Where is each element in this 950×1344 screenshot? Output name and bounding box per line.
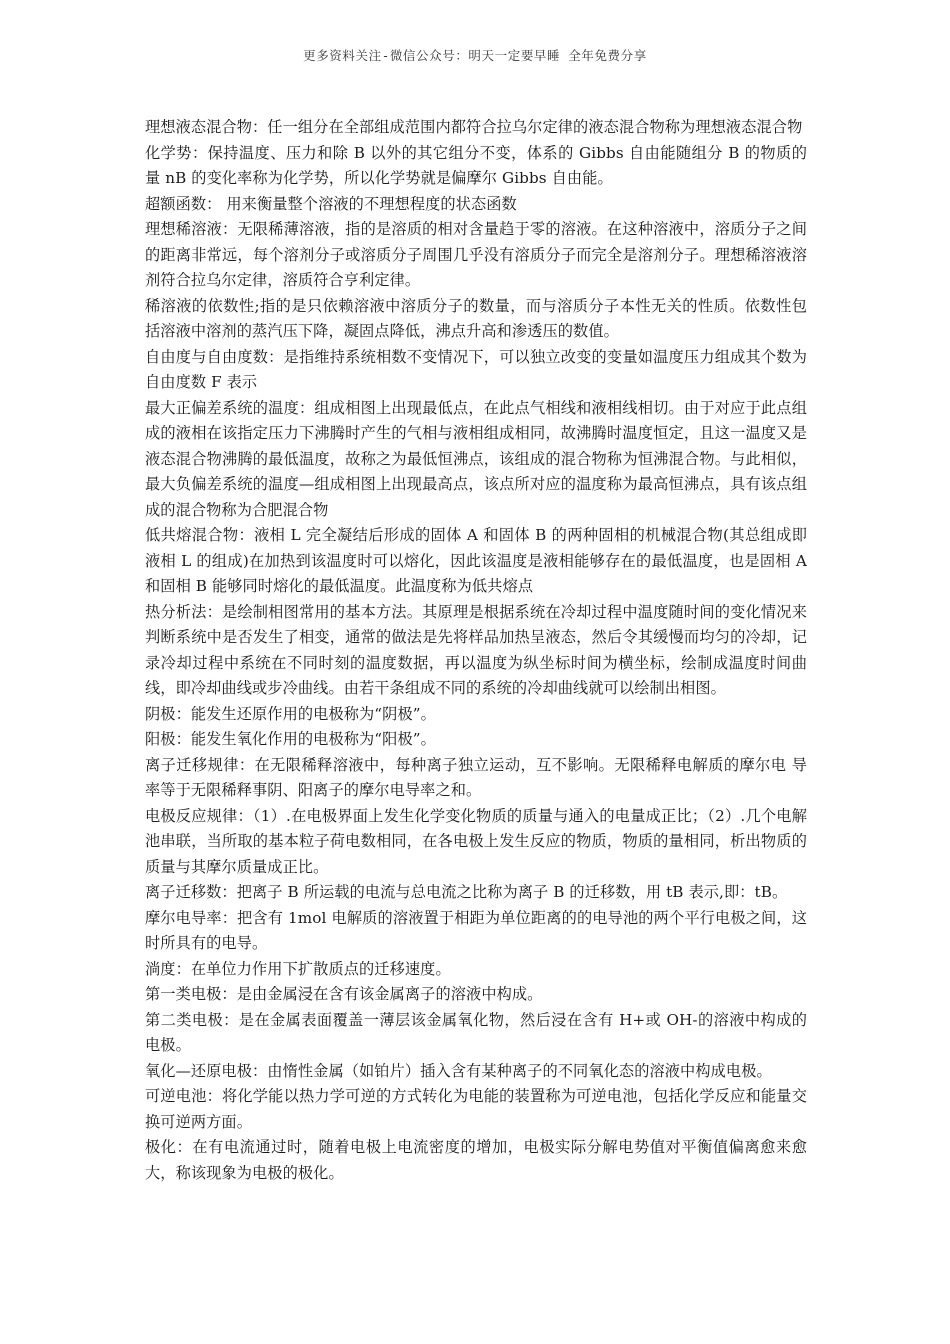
paragraph-molar-conductivity: 摩尔电导率：把含有 1mol 电解质的溶液置于相距为单位距离的的电导池的两个平行电极之间，这时所具有的电导。 <box>145 908 807 952</box>
paragraph-azeotrope: 最大正偏差系统的温度：组成相图上出现最低点，在此点气相线和液相线相切。由于对应于此点组成的液相在该指定压力下沸腾时产生的气相与液相组成相同，故沸腾时温度恒定，且这一温度又是液态混合物沸腾的最低温度，故称之为最低恒沸点，该组成的混合物称为恒沸混合物。与此相似，最大负偏差系统的温度—组成相图上出现最高点，该点所对应的温度称为最高恒沸点，具有该点组成的混合物称为合肥混合物 <box>145 398 807 519</box>
paragraph-degrees-of-freedom: 自由度与自由度数：是指维持系统相数不变情况下，可以独立改变的变量如温度压力组成其个数为自由度数 F 表示 <box>145 347 807 391</box>
paragraph-chemical-potential: 化学势：保持温度、压力和除 B 以外的其它组分不变，体系的 Gibbs 自由能随组分 B 的物质的量 nB 的变化率称为化学势，所以化学势就是偏摩尔 Gibbs 自由能。 <box>145 143 807 187</box>
paragraph-reversible-cell: 可逆电池：将化学能以热力学可逆的方式转化为电能的装置称为可逆电池，包括化学反应和能量交换可逆两方面。 <box>145 1087 807 1131</box>
document-body <box>145 115 807 1186</box>
paragraph-transference-number: 离子迁移数：把离子 B 所运载的电流与总电流之比称为离子 B 的迁移数，用 tB 表示,即：tB。 <box>145 883 788 901</box>
paragraph-mobility: 淌度：在单位力作用下扩散质点的迁移速度。 <box>145 959 451 978</box>
paragraph-first-kind-electrode: 第一类电极：是由金属浸在含有该金属离子的溶液中构成。 <box>145 985 543 1003</box>
paragraph-cathode: 阴极：能发生还原作用的电极称为“阴极”。 <box>145 704 436 723</box>
paragraph-eutectic-mixture: 低共熔混合物：液相 L 完全凝结后形成的固体 A 和固体 B 的两种固相的机械混合物(其总组成即液相 L 的组成)在加热到该温度时可以熔化，因此该温度是液相能够存在的最低温度，也是固相 A 和固相 B 能够同时熔化的最低温度。此温度称为低共熔点 <box>145 526 807 595</box>
page-header: 更多资料关注-微信公众号：明天一定要早睡 全年免费分享 <box>303 48 647 63</box>
paragraph-anode: 阳极：能发生氧化作用的电极称为“阳极”。 <box>145 730 436 748</box>
paragraph-ideal-dilute-solution: 理想稀溶液：无限稀薄溶液，指的是溶质的相对含量趋于零的溶液。在这种溶液中，溶质分子之间的距离非常远，每个溶剂分子或溶质分子周围几乎没有溶质分子而完全是溶剂分子。理想稀溶液溶剂符合拉乌尔定律，溶质符合亨利定律。 <box>145 220 807 289</box>
paragraph-redox-electrode: 氧化—还原电极：由惰性金属（如铂片）插入含有某种离子的不同氧化态的溶液中构成电极。 <box>145 1061 772 1080</box>
paragraph-polarization: 极化：在有电流通过时，随着电极上电流密度的增加，电极实际分解电势值对平衡值偏离愈来愈大，称该现象为电极的极化。 <box>145 1138 807 1182</box>
paragraph-electrode-reaction-law: 电极反应规律：（1）.在电极界面上发生化学变化物质的质量与通入的电量成正比；（2）.几个电解池串联，当所取的基本粒子荷电数相同，在各电极上发生反应的物质，物质的量相同，析出物质的质量与其摩尔质量成正比。 <box>145 806 807 876</box>
paragraph-thermal-analysis: 热分析法：是绘制相图常用的基本方法。其原理是根据系统在冷却过程中温度随时间的变化情况来判断系统中是否发生了相变，通常的做法是先将样品加热呈液态，然后令其缓慢而均匀的冷却，记录冷却过程中系统在不同时刻的温度数据，再以温度为纵坐标时间为横坐标，绘制成温度时间曲线，即冷却曲线或步冷曲线。由若干条组成不同的系统的冷却曲线就可以绘制出相图。 <box>145 602 807 697</box>
paragraph-ideal-liquid-mixture: 理想液态混合物：任一组分在全部组成范围内都符合拉乌尔定律的液态混合物称为理想液态混合物 <box>145 118 803 136</box>
paragraph-second-kind-electrode: 第二类电极：是在金属表面覆盖一薄层该金属氧化物，然后浸在含有 H+或 OH-的溶液中构成的电极。 <box>145 1010 807 1054</box>
paragraph-ion-migration-law: 离子迁移规律：在无限稀释溶液中，每种离子独立运动，互不影响。无限稀释电解质的摩尔电 导率等于无限稀释事阴、阳离子的摩尔电导率之和。 <box>145 755 807 799</box>
paragraph-colligative-property: 稀溶液的依数性;指的是只依赖溶液中溶质分子的数量，而与溶质分子本性无关的性质。依数性包括溶液中溶剂的蒸汽压下降，凝固点降低，沸点升高和渗透压的数值。 <box>145 296 807 340</box>
paragraph-excess-function: 超额函数： 用来衡量整个溶液的不理想程度的状态函数 <box>145 194 517 213</box>
